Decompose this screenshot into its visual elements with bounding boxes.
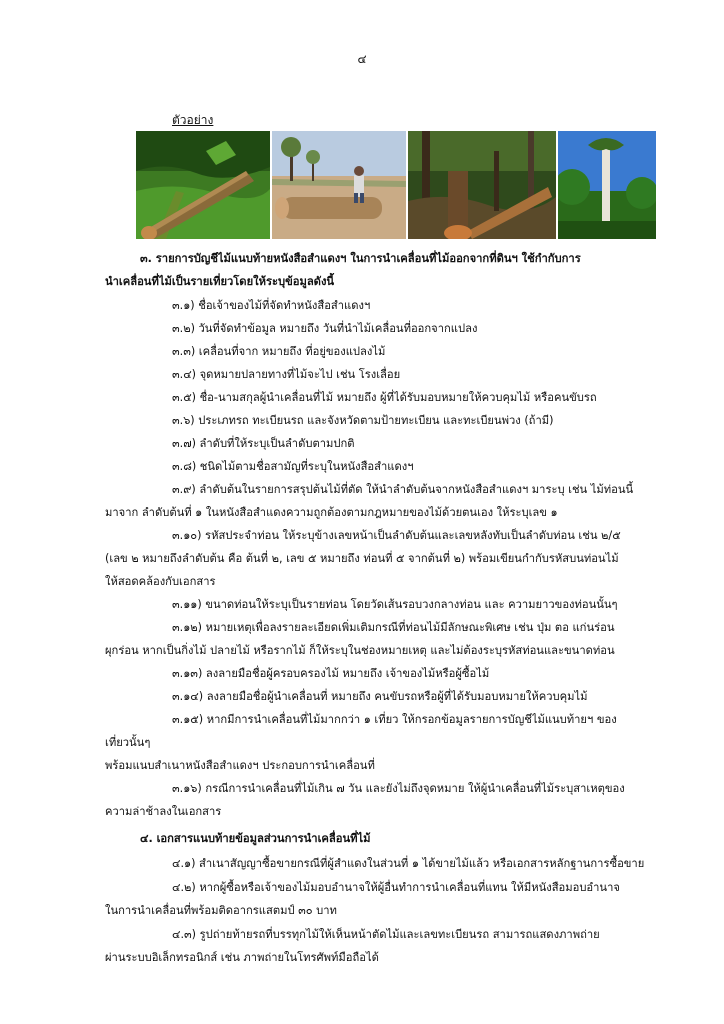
section4-heading: ๔. เอกสารแนบท้ายข้อมูลส่วนการนำเคลื่อนที่ไม้ [140,832,371,845]
page-number: ๔ [357,52,367,66]
section3-item-3: ๓.๓) เคลื่อนที่จาก หมายถึง ที่อยู่ของแปลงไม้ [172,345,386,358]
section4-item-2-line1: ๔.๒) หากผู้ซื้อหรือเจ้าของไม้มอบอำนาจให้ผู้อื่นทำการนำเคลื่อนที่แทน ให้มีหนังสือมอบอำนาจ [172,881,620,894]
section3-item-16-line1: ๓.๑๖) กรณีการนำเคลื่อนที่ไม้เกิน ๗ วัน และยังไม่ถึงจุดหมาย ให้ผู้นำเคลื่อนที่ไม้ระบุสาเหตุของ [172,782,625,795]
section3-item-2: ๓.๒) วันที่จัดทำข้อมูล หมายถึง วันที่นำไม้เคลื่อนที่ออกจากแปลง [172,322,478,335]
section3-item-9-line1: ๓.๙) ลำดับต้นในรายการสรุปต้นไม้ที่ตัด ให้นำลำดับต้นจากหนังสือสำแดงฯ มาระบุ เช่น ไม้ท่อนนี้ [172,483,634,496]
section3-item-5: ๓.๕) ชื่อ-นามสกุลผู้นำเคลื่อนที่ไม้ หมายถึง ผู้ที่ได้รับมอบหมายให้ควบคุมไม้ หรือคนขับรถ [172,391,597,404]
section4-item-3-line2: ผ่านระบบอิเล็กทรอนิกส์ เช่น ภาพถ่ายในโทรศัพท์มือถือได้ [105,951,379,964]
section4-item-3-line1: ๔.๓) รูปถ่ายท้ายรถที่บรรทุกไม้ให้เห็นหน้าตัดไม้และเลขทะเบียนรถ สามารถแสดงภาพถ่าย [172,928,600,941]
example-label: ตัวอย่าง [172,113,214,127]
section3-item-12-line2: ผุกร่อน หากเป็นกิ่งไม้ ปลายไม้ หรือรากไม้ ก็ให้ระบุในช่องหมายเหตุ และไม่ต้องระบุรหัสท่อนและขนาดท่อน [105,644,615,657]
section3-item-14: ๓.๑๔) ลงลายมือชื่อผู้นำเคลื่อนที่ หมายถึง คนขับรถหรือผู้ที่ได้รับมอบหมายให้ควบคุมไม้ [172,690,588,703]
section3-item-10-line3: ให้สอดคล้องกับเอกสาร [105,575,216,588]
section3-item-15-line1: ๓.๑๕) หากมีการนำเคลื่อนที่ไม้มากกว่า ๑ เที่ยว ให้กรอกข้อมูลรายการบัญชีไม้แนบท้ายฯ ของ [172,713,617,726]
tall-tree-photo [558,131,656,239]
section3-item-12-line1: ๓.๑๒) หมายเหตุเพื่อลงรายละเอียดเพิ่มเติมกรณีที่ท่อนไม้มีลักษณะพิเศษ เช่น ปุ่ม ตอ แก่นร่อน [172,621,615,634]
section3-item-16-line2: ความล่าช้าลงในเอกสาร [105,805,222,818]
section3-item-8: ๓.๘) ชนิดไม้ตามชื่อสามัญที่ระบุในหนังสือสำแดงฯ [172,460,414,473]
man-on-log-photo [272,131,406,239]
section3-item-9-line2: มาจาก ลำดับต้นที่ ๑ ในหนังสือสำแดงความถูกต้องตามกฎหมายของไม้ด้วยตนเอง ให้ระบุเลข ๑ [105,506,558,519]
section3-item-10-line2: (เลข ๒ หมายถึงลำดับต้น คือ ต้นที่ ๒, เลข ๕ หมายถึง ท่อนที่ ๕ จากต้นที่ ๒) พร้อมเขียนกำกับรหัสบนท่อนไม้ [105,552,619,565]
section3-item-11: ๓.๑๑) ขนาดท่อนให้ระบุเป็นรายท่อน โดยวัดเส้นรอบวงกลางท่อน และ ความยาวของท่อนนั้นๆ [172,598,618,611]
section3-item-15-line2: เที่ยวนั้นๆ [105,736,151,749]
section3-item-13: ๓.๑๓) ลงลายมือชื่อผู้ครอบครองไม้ หมายถึง เจ้าของไม้หรือผู้ซื้อไม้ [172,667,490,680]
section4-item-1: ๔.๑) สำเนาสัญญาซื้อขายกรณีที่ผู้สำแดงในส่วนที่ ๑ ได้ขายไม้แล้ว หรือเอกสารหลักฐานการซื้อขาย [172,857,645,870]
section3-heading-line1: ๓. รายการบัญชีไม้แนบท้ายหนังสือสำแดงฯ ในการนำเคลื่อนที่ไม้ออกจากที่ดินฯ ใช้กำกับการ [140,252,581,265]
section4-item-2-line2: ในการนำเคลื่อนที่พร้อมติดอากรแสตมป์ ๓๐ บาท [105,904,337,917]
felled-log-grass-photo [136,131,270,239]
section3-heading-line2: นำเคลื่อนที่ไม้เป็นรายเที่ยวโดยให้ระบุข้อมูลดังนี้ [105,275,335,288]
section3-item-4: ๓.๔) จุดหมายปลายทางที่ไม้จะไป เช่น โรงเลื่อย [172,368,401,381]
section3-item-10-line1: ๓.๑๐) รหัสประจำท่อน ให้ระบุข้างเลขหน้าเป็นลำดับต้นและเลขหลังทับเป็นลำดับท่อน เช่น ๒/๕ [172,529,621,542]
section3-item-15-line3: พร้อมแนบสำเนาหนังสือสำแดงฯ ประกอบการนำเคลื่อนที่ [105,759,375,772]
section3-item-6: ๓.๖) ประเภทรถ ทะเบียนรถ และจังหวัดตามป้ายทะเบียน และทะเบียนพ่วง (ถ้ามี) [172,414,554,427]
cut-tree-forest-photo [408,131,556,239]
section3-item-7: ๓.๗) ลำดับที่ให้ระบุเป็นลำดับตามปกติ [172,437,355,450]
section3-item-1: ๓.๑) ชื่อเจ้าของไม้ที่จัดทำหนังสือสำแดงฯ [172,299,371,312]
